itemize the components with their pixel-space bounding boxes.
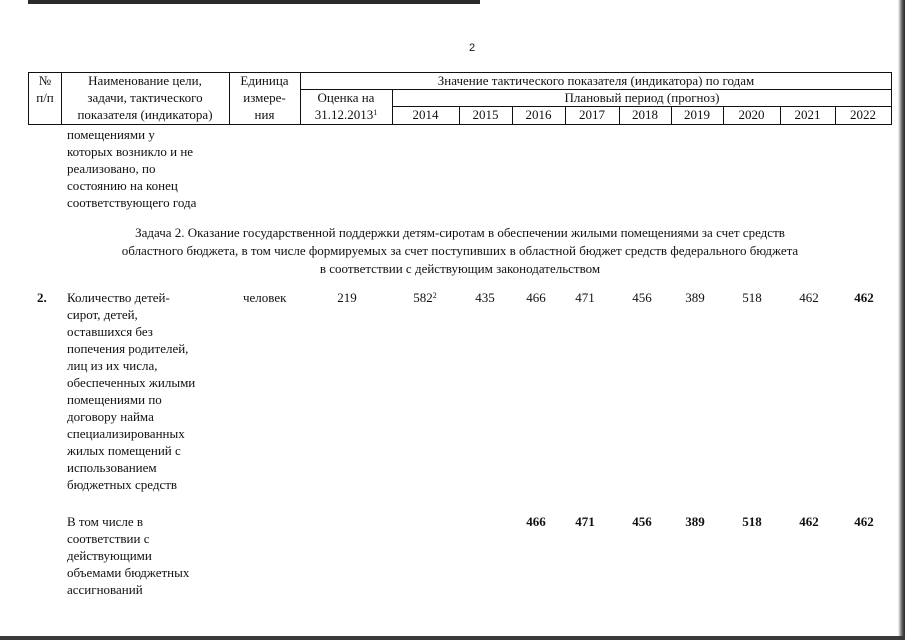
row-value-2020: 518: [742, 514, 762, 529]
footnote-ref-1: 1: [373, 108, 378, 117]
header-year-2014: 2014: [412, 107, 439, 122]
row-name-line: В том числе в: [67, 514, 144, 529]
row-name-line: помещениями по: [67, 392, 162, 407]
header-year-2015: 2015: [472, 107, 499, 122]
scan-border-bottom: [0, 636, 905, 640]
row-name-line: договору найма: [67, 409, 154, 424]
row-name-line: сирот, детей,: [67, 307, 138, 322]
scan-border-top: [28, 0, 480, 4]
scan-border-right: [898, 0, 905, 640]
continuation-line: помещениями у: [67, 127, 155, 142]
row-name-line: лиц из их числа,: [67, 358, 158, 373]
row-name-line: Количество детей-: [67, 290, 170, 305]
header-name-line3: показателя (индикатора): [77, 107, 213, 122]
page-number: 2: [469, 42, 476, 54]
row-value-2017: 471: [575, 290, 595, 305]
row-value-2018: 456: [632, 290, 652, 305]
header-estimate-line2: 31.12.2013$^1$: [314, 107, 378, 122]
row-name-line: объемами бюджетных: [67, 565, 190, 580]
continuation-line: состоянию на конец: [67, 178, 178, 193]
row-value-2017: 471: [575, 514, 595, 529]
continuation-line: соответствующего года: [67, 195, 197, 210]
task-title-line: областного бюджета, в том числе формируемых за счет поступивших в областной бюджет средств федерального бюджета: [121, 243, 799, 258]
header-no-line2: п/п: [36, 90, 54, 105]
header-plan-title: Плановый период (прогноз): [564, 90, 720, 105]
row-name-line: использованием: [67, 460, 157, 475]
header-year-2017: 2017: [579, 107, 605, 122]
row-value-2019: 389: [685, 290, 705, 305]
header-year-2019: 2019: [684, 107, 710, 122]
header-no-line1: №: [38, 73, 52, 88]
header-unit-line2: измере-: [243, 90, 286, 105]
row-value-2016: 466: [526, 514, 546, 529]
row-value-2022: 462: [854, 514, 874, 529]
row-number: 2.: [37, 290, 47, 305]
row-value-2021: 462: [799, 514, 819, 529]
row-value-2021: 462: [799, 290, 819, 305]
header-name-line1: Наименование цели,: [88, 73, 202, 88]
continuation-line: которых возникло и не: [67, 144, 194, 159]
header-unit-line1: Единица: [240, 73, 289, 88]
row-name-line: бюджетных средств: [67, 477, 178, 492]
header-year-2020: 2020: [738, 107, 765, 122]
row-value-2020: 518: [742, 290, 762, 305]
header-year-2021: 2021: [794, 107, 821, 122]
row-name-line: ассигнований: [67, 582, 143, 597]
task-title: [30, 224, 890, 278]
row-name-line: попечения родителей,: [67, 341, 189, 356]
footnote-ref-2: 2: [432, 291, 437, 300]
header-year-2018: 2018: [632, 107, 658, 122]
row-name-line: жилых помещений с: [67, 443, 181, 458]
task-title-line: в соответствии с действующим законодательством: [319, 261, 601, 276]
header-name-line2: задачи, тактического: [87, 90, 203, 105]
row-value-2019: 389: [685, 514, 705, 529]
row-value-2022: 462: [854, 290, 874, 305]
header-estimate-line1: Оценка на: [317, 90, 375, 105]
row-unit: человек: [243, 290, 287, 305]
row-estimate-value: 219: [337, 290, 357, 305]
row-name-line: обеспеченных жилыми: [67, 375, 196, 390]
header-year-2016: 2016: [525, 107, 552, 122]
row-name-line: оставшихся без: [67, 324, 153, 339]
row-name-line: специализированных: [67, 426, 185, 441]
row-name-line: соответствии с: [67, 531, 150, 546]
row-value-2015: 435: [475, 290, 495, 305]
row-name-line: действующими: [67, 548, 152, 563]
continuation-line: реализовано, по: [67, 161, 156, 176]
header-year-2022: 2022: [850, 107, 876, 122]
row-value-2014: $582^2$: [413, 290, 437, 305]
task-title-line: Задача 2. Оказание государственной поддержки детям-сиротам в обеспечении жилыми помещениями за счет средств: [135, 225, 785, 240]
row-value-2016: 466: [526, 290, 546, 305]
header-values-title: Значение тактического показателя (индикатора) по годам: [437, 73, 755, 88]
header-unit-line3: ния: [254, 107, 275, 122]
row-value-2018: 456: [632, 514, 652, 529]
